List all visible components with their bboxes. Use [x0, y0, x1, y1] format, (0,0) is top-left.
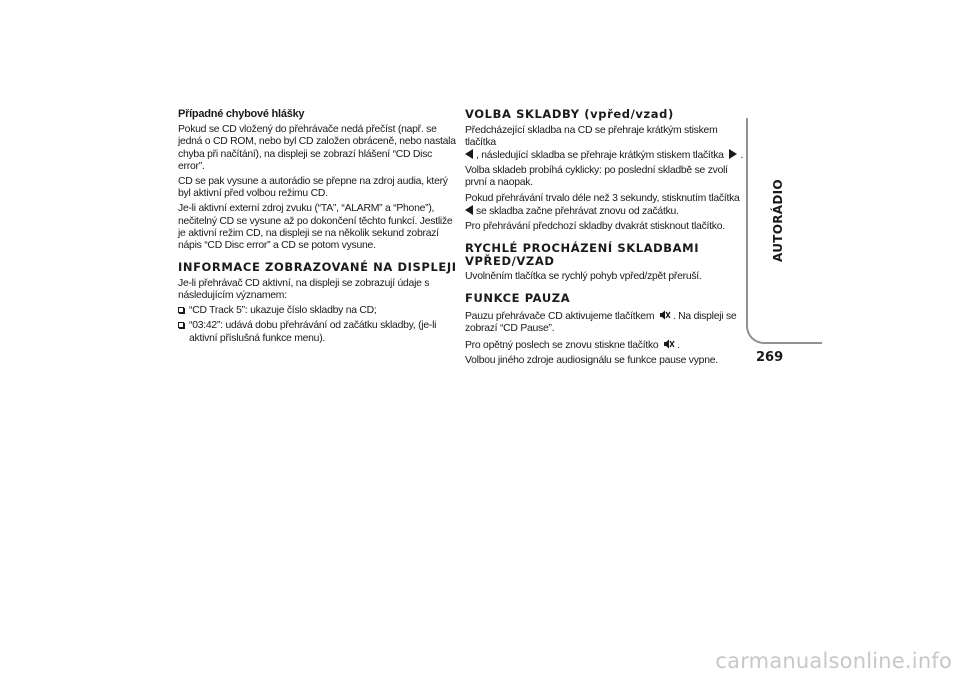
pause-paragraph-1 — [465, 309, 750, 335]
error-paragraph-2: CD se pak vysune a autorádio se přepne na zdroj audia, který byl aktivní před volbou režimu CD. — [178, 176, 448, 200]
track-paragraph-3 — [465, 193, 750, 218]
error-paragraph-1: Pokud se CD vložený do přehrávače nedá přečíst (např. se jedná o CD ROM, nebo byl CD založen obráceně, nebo nastala chyba při načítání), na displeji se zobrazí hlášení “CD Disc error”. — [178, 124, 456, 172]
section-tab-label: AUTORÁDIO — [771, 179, 785, 262]
previous-track-icon — [465, 205, 473, 215]
pause-paragraph-3: Volbou jiného zdroje audiosignálu se funkce pause vypne. — [465, 355, 718, 367]
pause-heading: FUNKCE PAUZA — [465, 291, 571, 306]
square-bullet-icon — [178, 307, 184, 313]
track-paragraph-4: Pro přehrávání předchozí skladby dvakrát stisknout tlačítko. — [465, 220, 725, 232]
track-paragraph-2: Volba skladeb probíhá cyklicky: po poslední skladbě se zvolí první a naopak. — [465, 165, 728, 189]
list-item — [178, 305, 460, 317]
track-selection-heading: VOLBA SKLADBY (vpřed/vzad) — [465, 107, 674, 121]
display-info-list — [178, 305, 460, 345]
text-segment: , následující skladba se přehraje krátkým stiskem tlačítka — [476, 149, 724, 161]
list-item — [178, 320, 460, 344]
list-item-text: “03:42”: udává dobu přehrávání od začátku skladby, (je-li aktivní příslušná funkce menu). — [189, 320, 437, 344]
display-intro: Je-li přehrávač CD aktivní, na displeji se zobrazují údaje s následujícím významem: — [178, 277, 430, 301]
list-item-text: “CD Track 5”: ukazuje číslo skladby na CD; — [189, 305, 377, 317]
square-bullet-icon — [178, 322, 184, 328]
text-segment: se skladba začne přehrávat znovu od začátku. — [476, 205, 679, 217]
page-number: 269 — [756, 350, 784, 365]
error-messages-heading: Případné chybové hlášky — [178, 108, 305, 120]
error-paragraph-3: Je-li aktivní externí zdroj zvuku (“TA”, “ALARM” a “Phone”), nečitelný CD se vysune až po dokončení těchto funkcí. Jestliže je aktivní režim CD, na displeji se na několik sekund zobrazí nápis “CD Disc error” a CD se potom vysune. — [178, 203, 453, 252]
pause-paragraph-2 — [465, 338, 750, 352]
mute-pause-icon — [659, 309, 671, 321]
mute-pause-icon — [663, 338, 675, 350]
text-segment: Pro opětný poslech se znovu stiskne tlačítko — [465, 340, 659, 352]
fast-scan-heading: RYCHLÉ PROCHÁZENÍ SKLADBAMI VPŘED/VZAD — [465, 241, 700, 268]
text-segment: Pauzu přehrávače CD aktivujeme tlačítkem — [465, 310, 655, 322]
left-column — [178, 108, 460, 348]
next-track-icon — [729, 149, 737, 159]
text-segment: . — [677, 340, 680, 352]
text-segment: Pokud přehrávání trvalo déle než 3 sekundy, stisknutím tlačítka — [465, 192, 740, 204]
watermark: carmanualsonline.info — [715, 649, 952, 673]
text-segment: . — [740, 149, 743, 161]
previous-track-icon — [465, 149, 473, 159]
text-segment: . Na displeji se zobrazí “CD Pause”. — [465, 310, 737, 335]
text-segment: Předcházející skladba na CD se přehraje krátkým stiskem tlačítka — [465, 124, 718, 148]
display-info-heading: INFORMACE ZOBRAZOVANÉ NA DISPLEJI — [178, 260, 457, 275]
track-paragraph-1 — [465, 125, 750, 163]
fast-scan-paragraph: Uvolněním tlačítka se rychlý pohyb vpřed/zpět přeruší. — [465, 271, 702, 283]
right-column — [465, 108, 750, 371]
